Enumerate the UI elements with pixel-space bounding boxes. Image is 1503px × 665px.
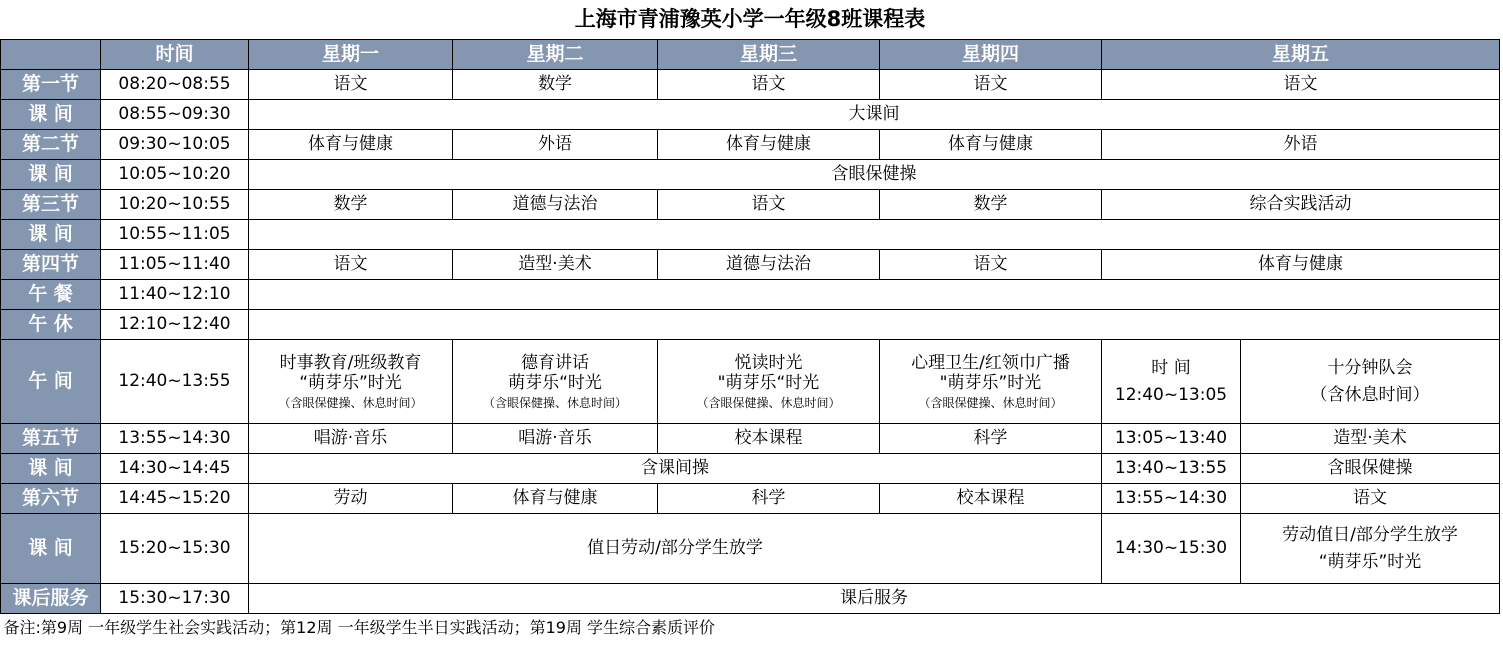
noon-line: "萌芽乐”时光	[939, 373, 1042, 394]
course-cell: 综合实践活动	[1102, 190, 1500, 220]
noon-line: 心理卫生/红领巾广播	[911, 352, 1070, 373]
course-cell: 体育与健康	[1102, 250, 1500, 280]
course-cell: 科学	[658, 484, 880, 514]
friday-time-cell	[1102, 340, 1241, 424]
course-cell: 体育与健康	[453, 484, 658, 514]
table-row	[1, 220, 1500, 250]
noon-line: 时事教育/班级教育	[279, 352, 422, 373]
course-cell: 劳动	[249, 484, 453, 514]
course-cell: 体育与健康	[880, 130, 1102, 160]
table-row	[1, 250, 1500, 280]
row-label: 课 间	[1, 160, 101, 190]
noon-line: 十分钟队会	[1327, 358, 1413, 379]
time-cell: 11:40~12:10	[101, 280, 249, 310]
break-cell	[1241, 514, 1500, 584]
noon-cell-thursday	[880, 340, 1102, 424]
table-row	[1, 70, 1500, 100]
course-cell: 造型·美术	[453, 250, 658, 280]
header-monday: 星期一	[249, 40, 453, 70]
row-label: 午 餐	[1, 280, 101, 310]
table-row	[1, 160, 1500, 190]
row-label: 午 休	[1, 310, 101, 340]
course-cell: 道德与法治	[658, 250, 880, 280]
noon-note: （含眼保健操、休息时间）	[482, 395, 627, 410]
course-cell: 语文	[1241, 484, 1500, 514]
header-wednesday: 星期三	[658, 40, 880, 70]
course-cell: 造型·美术	[1241, 424, 1500, 454]
break-cell: 含眼保健操	[249, 160, 1500, 190]
break-cell	[249, 280, 1500, 310]
after-school-cell: 课后服务	[249, 584, 1500, 614]
row-label: 课 间	[1, 220, 101, 250]
table-row	[1, 584, 1500, 614]
row-label: 第五节	[1, 424, 101, 454]
header-tuesday: 星期二	[453, 40, 658, 70]
course-cell: 数学	[880, 190, 1102, 220]
row-label: 第二节	[1, 130, 101, 160]
course-cell: 外语	[1102, 130, 1500, 160]
table-row	[1, 190, 1500, 220]
header-row	[1, 40, 1500, 70]
course-cell: 语文	[880, 70, 1102, 100]
friday-time-cell: 13:40~13:55	[1102, 454, 1241, 484]
noon-line: 德育讲话	[521, 352, 589, 373]
course-cell: 科学	[880, 424, 1102, 454]
time-cell: 15:20~15:30	[101, 514, 249, 584]
time-cell: 12:10~12:40	[101, 310, 249, 340]
noon-line: 悦读时光	[734, 352, 803, 373]
time-cell: 10:55~11:05	[101, 220, 249, 250]
table-row	[1, 514, 1500, 584]
course-cell: 语文	[249, 250, 453, 280]
break-cell: 大课间	[249, 100, 1500, 130]
course-cell: 唱游·音乐	[249, 424, 453, 454]
friday-time-cell: 14:30~15:30	[1102, 514, 1241, 584]
course-cell: 外语	[453, 130, 658, 160]
time-cell: 08:55~09:30	[101, 100, 249, 130]
friday-time-cell: 13:55~14:30	[1102, 484, 1241, 514]
table-row	[1, 424, 1500, 454]
page-title: 上海市青浦豫英小学一年级8班课程表	[1, 0, 1500, 40]
time-cell: 09:30~10:05	[101, 130, 249, 160]
table-row	[1, 484, 1500, 514]
course-cell: 体育与健康	[658, 130, 880, 160]
time-cell: 14:45~15:20	[101, 484, 249, 514]
noon-cell-tuesday	[453, 340, 658, 424]
footnote: 备注:第9周 一年级学生社会实践活动；第12周 一年级学生半日实践活动；第19周 学生综合素质评价	[3, 617, 716, 637]
row-label: 课后服务	[1, 584, 101, 614]
noon-line: “萌芽乐”时光	[299, 373, 402, 394]
break-line: “萌芽乐”时光	[1318, 551, 1422, 572]
break-cell: 含课间操	[249, 454, 1102, 484]
corner-cell	[1, 40, 101, 70]
header-friday: 星期五	[1102, 40, 1500, 70]
break-cell: 含眼保健操	[1241, 454, 1500, 484]
table-row	[1, 130, 1500, 160]
course-cell: 校本课程	[658, 424, 880, 454]
course-cell: 语文	[658, 70, 880, 100]
course-cell: 语文	[658, 190, 880, 220]
friday-time-cell: 13:05~13:40	[1102, 424, 1241, 454]
noon-line: （含休息时间）	[1310, 384, 1430, 405]
break-cell: 值日劳动/部分学生放学	[249, 514, 1102, 584]
course-cell: 体育与健康	[249, 130, 453, 160]
table-row	[1, 454, 1500, 484]
course-cell: 语文	[1102, 70, 1500, 100]
noon-line: 萌芽乐“时光	[508, 373, 602, 394]
time-cell: 08:20~08:55	[101, 70, 249, 100]
course-cell: 数学	[453, 70, 658, 100]
table-row	[1, 100, 1500, 130]
table-row	[1, 340, 1500, 424]
table-row	[1, 280, 1500, 310]
noon-cell-friday	[1241, 340, 1500, 424]
course-cell: 校本课程	[880, 484, 1102, 514]
noon-cell-monday	[249, 340, 453, 424]
break-cell	[249, 220, 1500, 250]
time-cell: 13:55~14:30	[101, 424, 249, 454]
course-cell: 语文	[249, 70, 453, 100]
time-cell: 15:30~17:30	[101, 584, 249, 614]
break-line: 劳动值日/部分学生放学	[1282, 525, 1458, 546]
noon-line: 时 间	[1151, 358, 1191, 379]
row-label: 课 间	[1, 100, 101, 130]
row-label: 第一节	[1, 70, 101, 100]
row-label: 第四节	[1, 250, 101, 280]
noon-note: （含眼保健操、休息时间）	[696, 395, 841, 410]
noon-note: （含眼保健操、休息时间）	[278, 395, 423, 410]
course-cell: 数学	[249, 190, 453, 220]
noon-line: 12:40~13:05	[1114, 384, 1228, 405]
row-label: 第六节	[1, 484, 101, 514]
row-label: 课 间	[1, 514, 101, 584]
table-row	[1, 310, 1500, 340]
row-label: 第三节	[1, 190, 101, 220]
time-cell: 11:05~11:40	[101, 250, 249, 280]
row-label: 课 间	[1, 454, 101, 484]
header-thursday: 星期四	[880, 40, 1102, 70]
course-cell: 唱游·音乐	[453, 424, 658, 454]
course-cell: 语文	[880, 250, 1102, 280]
header-time: 时间	[101, 40, 249, 70]
noon-line: "萌芽乐“时光	[717, 373, 820, 394]
time-cell: 14:30~14:45	[101, 454, 249, 484]
time-cell: 10:05~10:20	[101, 160, 249, 190]
break-cell	[249, 310, 1500, 340]
course-cell: 道德与法治	[453, 190, 658, 220]
time-cell: 10:20~10:55	[101, 190, 249, 220]
noon-cell-wednesday	[658, 340, 880, 424]
time-cell: 12:40~13:55	[101, 340, 249, 424]
noon-note: （含眼保健操、休息时间）	[918, 395, 1063, 410]
row-label: 午 间	[1, 340, 101, 424]
